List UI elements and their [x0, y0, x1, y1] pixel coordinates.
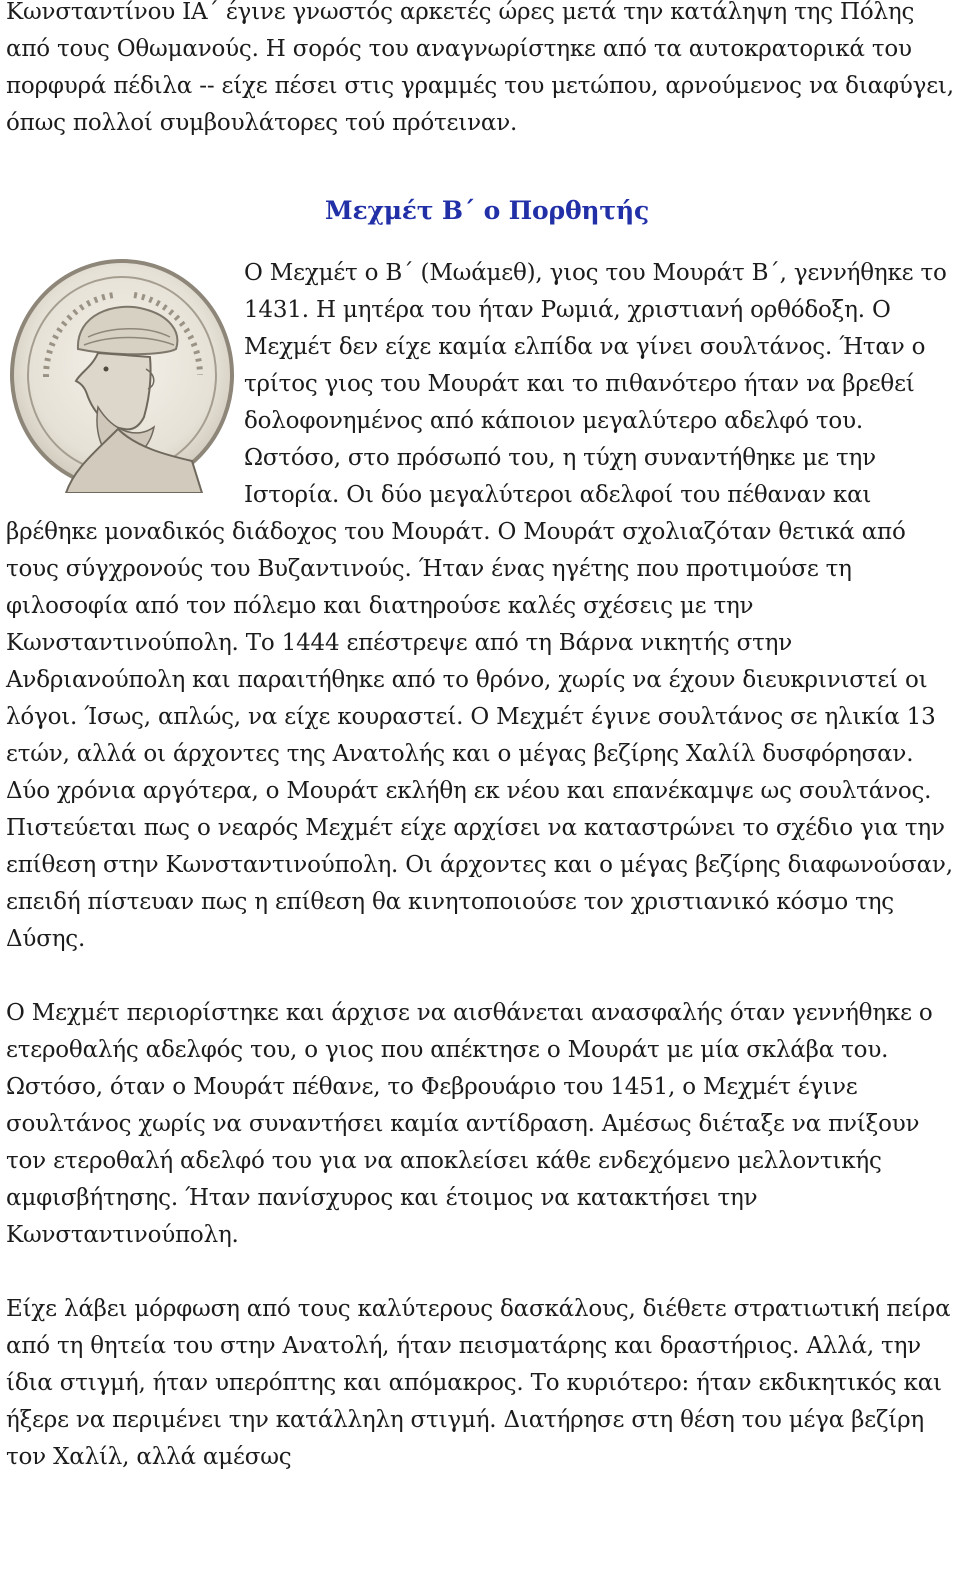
section-paragraph-2: Ο Μεχμέτ περιορίστηκε και άρχισε να αισθάνεται ανασφαλής όταν γεννήθηκε ο ετεροθαλής αδελφός του, ο γιος που απέκτησε ο Μουράτ με μία σκλάβα του. Ωστόσο, όταν ο Μουράτ πέθανε, το Φεβρουάριο του 1451, ο Μεχμέτ έγινε σουλτάνος χωρίς να συναντήσει καμία αντίδραση. Αμέσως διέταξε να πνίξουν τον ετεροθαλή αδελφό του για να αποκλείσει κάθε ενδεχόμενο μελλοντικής αμφισβήτησης. Ήταν πανίσχυρος και έτοιμος να κατακτήσει την Κωνσταντινούπολη. — [6, 1000, 933, 1248]
intro-paragraph: Κωνσταντίνου ΙΑ΄ έγινε γνωστός αρκετές ώρες μετά την κατάληψη της Πόλης από τους Οθωμανούς. Η σορός του αναγνωρίστηκε από τα αυτοκρατορικά του πορφυρά πέδιλα -- είχε πέσει στις γραμμές του μετώπου, αρνούμενος να διαφύγει, όπως πολλοί συμβουλάτορες τού πρότειναν. — [6, 0, 954, 136]
section-paragraph-3: Είχε λάβει μόρφωση από τους καλύτερους δασκάλους, διέθετε στρατιωτική πείρα από τη θητεία του στην Ανατολή, ήταν πεισματάρης και δραστήριος. Αλλά, την ίδια στιγμή, ήταν υπερόπτης και απόμακρος. Το κυριότερο: ήταν εκδικητικός και ήξερε να περιμένει την κατάλληλη στιγμή. Διατήρησε στη θέση του μέγα βεζίρη τον Χαλίλ, αλλά αμέσως — [6, 1296, 951, 1470]
section-paragraph-1: Ο Μεχμέτ ο Β΄ (Μωάμεθ), γιος του Μουράτ Β΄, γεννήθηκε το 1431. Η μητέρα του ήταν Ρωμιά, χριστιανή ορθόδοξη. Ο Μεχμέτ δεν είχε καμία ελπίδα να γίνει σουλτάνος. Ήταν ο τρίτος γιος του Μουράτ και το πιθανότερο ήταν να βρεθεί δολοφονημένος από κάποιον μεγαλύτερο αδελφό του. Ωστόσο, στο πρόσωπό του, η τύχη συναντήθηκε με την Ιστορία. Οι δύο μεγαλύτεροι αδελφοί του πέθαναν και βρέθηκε μοναδικός διάδοχος του Μουράτ. Ο Μουράτ σχολιαζόταν θετικά από τους σύγχρονούς του Βυζαντινούς. Ήταν ένας ηγέτης που προτιμούσε τη φιλοσοφία από τον πόλεμο και διατηρούσε καλές σχέσεις με την Κωνσταντινούπολη. Το 1444 επέστρεψε από τη Βάρνα νικητής στην Ανδριανούπολη και παραιτήθηκε από το θρόνο, χωρίς να έχουν διευκρινιστεί οι λόγοι. Ίσως, απλώς, να είχε κουραστεί. Ο Μεχμέτ έγινε σουλτάνος σε ηλικία 13 ετών, αλλά οι άρχοντες της Ανατολής και ο μέγας βεζίρης Χαλίλ δυσφόρησαν. Δύο χρόνια αργότερα, ο Μουράτ εκλήθη εκ νέου και επανέκαμψε ως σουλτάνος. Πιστεύεται πως ο νεαρός Μεχμέτ είχε αρχίσει να καταστρώνει το σχέδιο για την επίθεση στην Κωνσταντινούπολη. Οι άρχοντες και ο μέγας βεζίρης διαφωνούσαν, επειδή πίστευαν πως η επίθεση θα κινητοποιούσε τον χριστιανικό κόσμο της Δύσης. — [6, 260, 953, 952]
document-page — [6, 0, 954, 1476]
portrait-medallion-icon — [6, 257, 236, 493]
section-title: Μεχμέτ Β΄ ο Πορθητής — [324, 196, 650, 225]
